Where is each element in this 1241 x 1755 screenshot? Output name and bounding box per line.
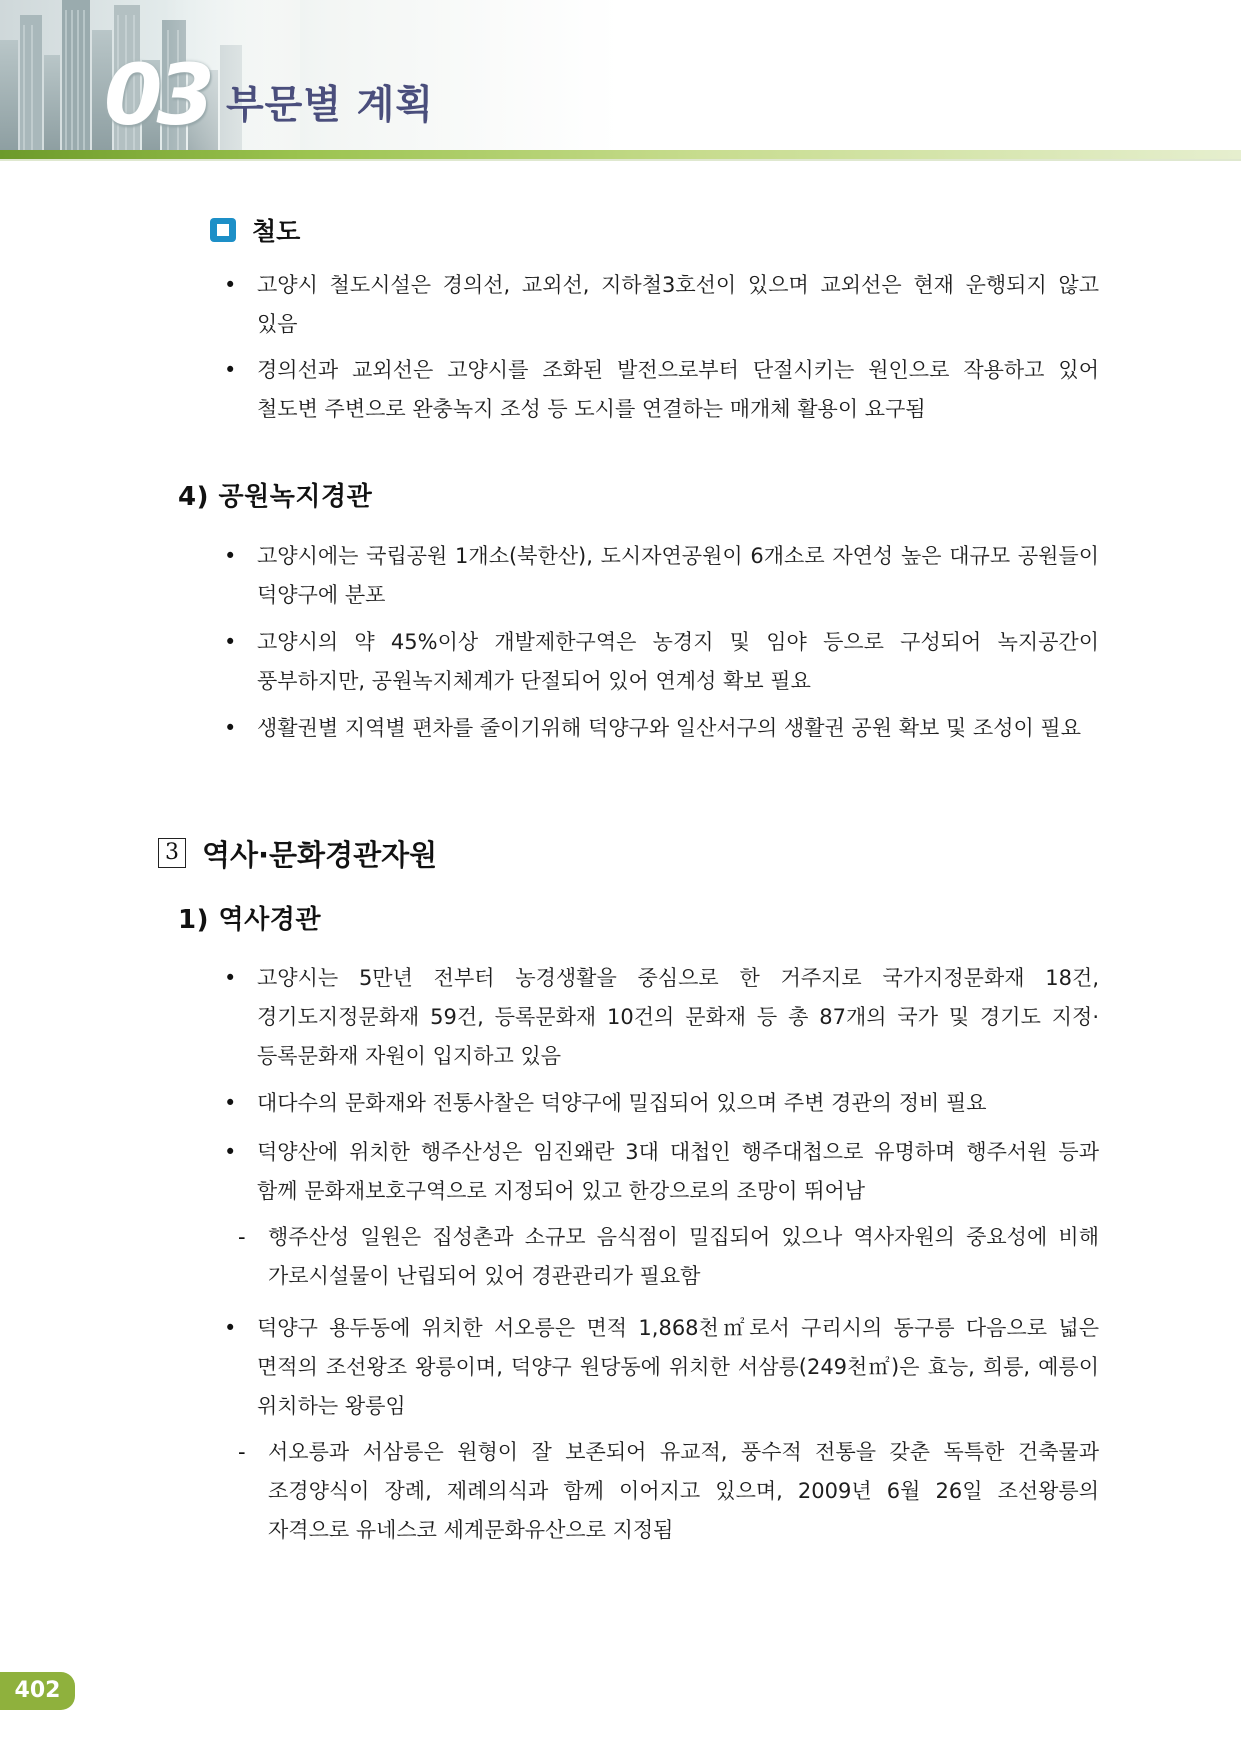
bullet-icon: • <box>224 630 237 654</box>
section-heading <box>158 835 437 871</box>
railway-heading-text: 철도 <box>252 217 301 246</box>
section-heading-text: 역사·문화경관자원 <box>202 837 438 872</box>
chapter-header <box>0 0 1241 162</box>
bullet-icon: • <box>224 273 237 297</box>
bullet-icon: • <box>224 1140 237 1164</box>
dash-icon: - <box>238 1225 246 1249</box>
park-bullet-2: 고양시의 약 45%이상 개발제한구역은 농경지 및 임야 등으로 구성되어 녹지공간이 풍부하지만, 공원녹지체계가 단절되어 있어 연계성 확보 필요 <box>257 630 1099 693</box>
dash-icon: - <box>238 1440 246 1464</box>
bullet-icon: • <box>224 544 237 568</box>
page-number: 402 <box>0 1672 75 1710</box>
railway-heading <box>210 210 300 250</box>
history-bullet-2: 대다수의 문화재와 전통사찰은 덕양구에 밀집되어 있으며 주변 경관의 정비 필요 <box>257 1091 987 1115</box>
header-divider <box>0 150 1241 159</box>
bullet-icon: • <box>224 1316 237 1340</box>
bullet-icon: • <box>224 358 237 382</box>
chapter-title: 부문별 계획 <box>226 83 434 128</box>
history-bullet-4: 덕양구 용두동에 위치한 서오릉은 면적 1,868천㎡로서 구리시의 동구릉 다음으로 넓은 면적의 조선왕조 왕릉이며, 덕양구 원당동에 위치한 서삼릉(249천㎡)은 효능, 희릉, 예릉이 위치하는 왕릉임 <box>257 1316 1099 1418</box>
square-bullet-icon <box>210 218 236 242</box>
history-dash-2: 서오릉과 서삼릉은 원형이 잘 보존되어 유교적, 풍수적 전통을 갖춘 독특한 건축물과 조경양식이 장례, 제례의식과 함께 이어지고 있으며, 2009년 6월 26일 조선왕릉의 자격으로 유네스코 세계문화유산으로 지정됨 <box>268 1440 1099 1542</box>
railway-bullet-2: 경의선과 교외선은 고양시를 조화된 발전으로부터 단절시키는 원인으로 작용하고 있어 철도변 주변으로 완충녹지 조성 등 도시를 연결하는 매개체 활용이 요구됨 <box>257 358 1099 421</box>
park-bullet-3: 생활권별 지역별 편차를 줄이기위해 덕양구와 일산서구의 생활권 공원 확보 및 조성이 필요 <box>257 716 1082 740</box>
header-divider-thin <box>0 159 1241 161</box>
section-number-box: 3 <box>158 838 186 868</box>
park-bullet-1: 고양시에는 국립공원 1개소(북한산), 도시자연공원이 6개소로 자연성 높은 대규모 공원들이 덕양구에 분포 <box>257 544 1099 607</box>
history-bullet-1: 고양시는 5만년 전부터 농경생활을 중심으로 한 거주지로 국가지정문화재 18건, 경기도지정문화재 59건, 등록문화재 10건의 문화재 등 총 87개의 국가 및 경기도 지정·등록문화재 자원이 입지하고 있음 <box>257 966 1099 1068</box>
history-dash-1: 행주산성 일원은 집성촌과 소규모 음식점이 밀집되어 있으나 역사자원의 중요성에 비해 가로시설물이 난립되어 있어 경관관리가 필요함 <box>268 1225 1099 1288</box>
history-heading: 1) 역사경관 <box>178 905 321 935</box>
chapter-number: 03 <box>104 46 209 144</box>
bullet-icon: • <box>224 966 237 990</box>
park-heading: 4) 공원녹지경관 <box>178 482 373 512</box>
bullet-icon: • <box>224 1091 237 1115</box>
bullet-icon: • <box>224 716 237 740</box>
history-bullet-3: 덕양산에 위치한 행주산성은 임진왜란 3대 대첩인 행주대첩으로 유명하며 행주서원 등과 함께 문화재보호구역으로 지정되어 있고 한강으로의 조망이 뛰어남 <box>257 1140 1099 1203</box>
railway-bullet-1: 고양시 철도시설은 경의선, 교외선, 지하철3호선이 있으며 교외선은 현재 운행되지 않고 있음 <box>257 273 1099 336</box>
